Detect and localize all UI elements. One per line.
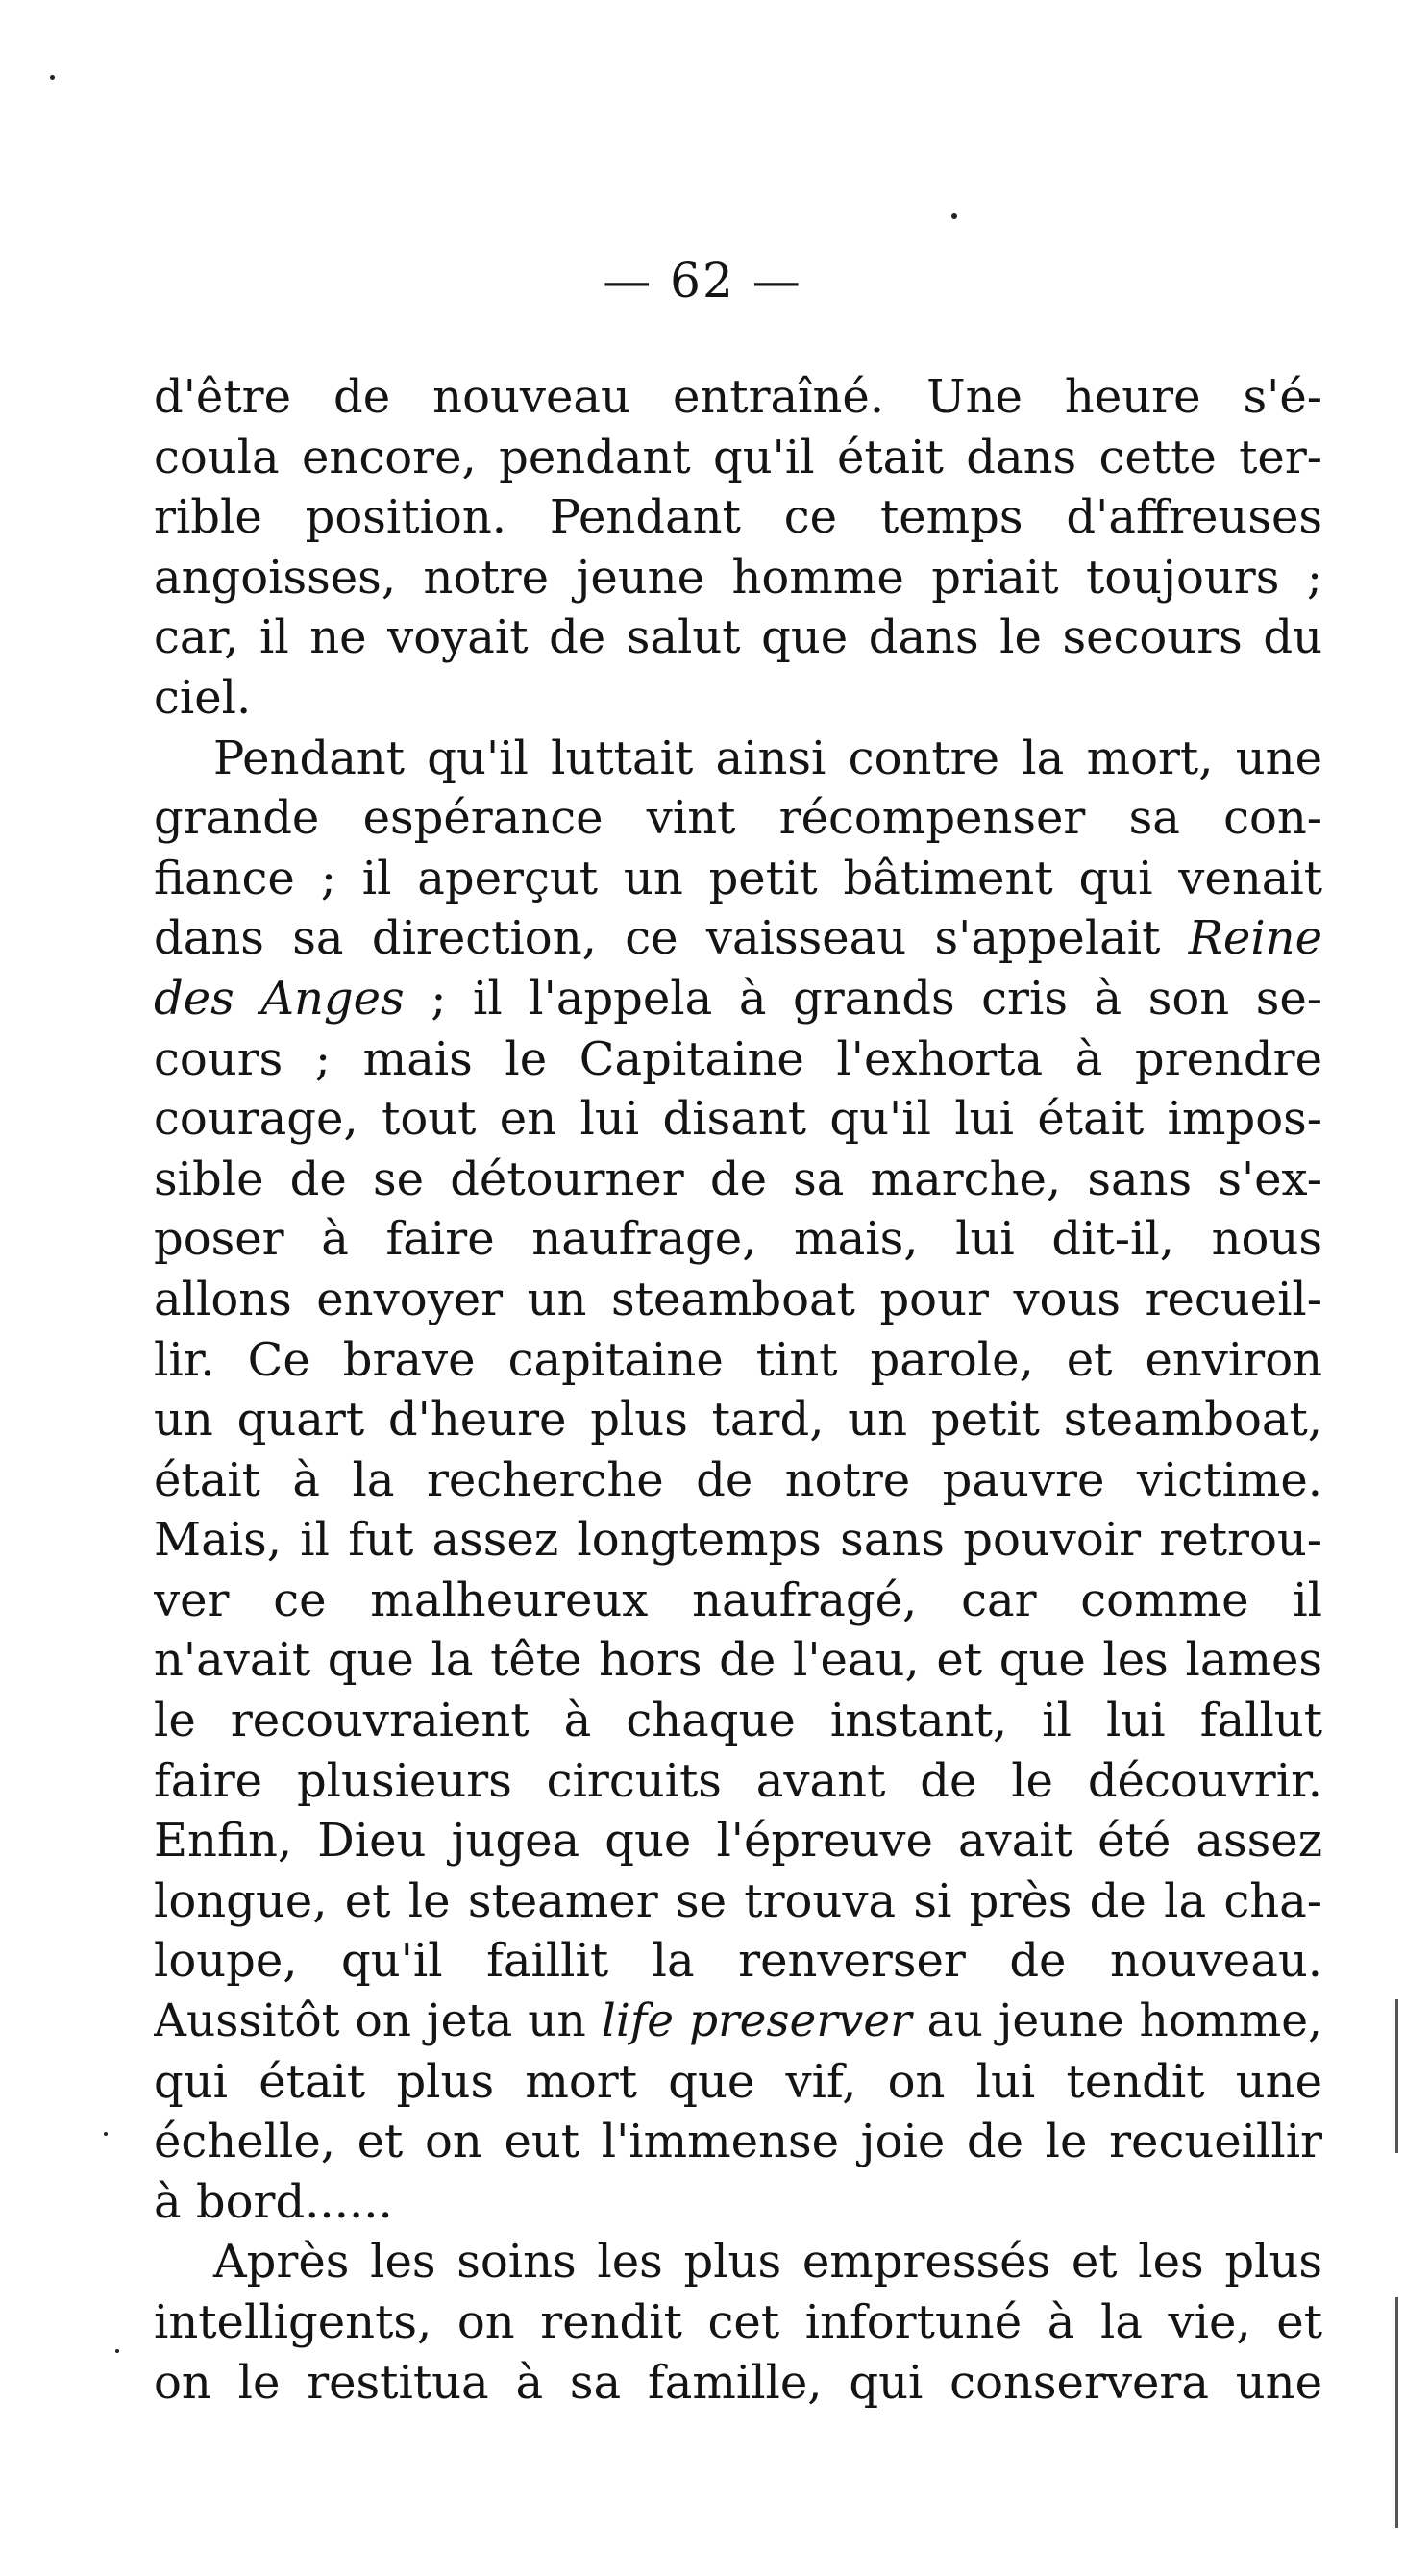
- text-line: des Anges ; il l'appela à grands cris à son se-: [154, 971, 1322, 1026]
- text-line: échelle, et on eut l'immense joie de le recueillir: [154, 2115, 1322, 2169]
- text-line: qui était plus mort que vif, on lui tendit une: [154, 2054, 1322, 2109]
- text-line: Mais, il fut assez longtemps sans pouvoir retrou-: [154, 1513, 1322, 1568]
- text-line: angoisses, notre jeune homme priait toujours ;: [154, 550, 1322, 605]
- speck-mark: [951, 213, 957, 219]
- text-line: Enfin, Dieu jugea que l'épreuve avait été assez: [154, 1814, 1322, 1869]
- text-line: fiance ; il aperçut un petit bâtiment qui venait: [154, 851, 1322, 905]
- margin-mark: [1395, 1999, 1398, 2153]
- text-line: Pendant qu'il luttait ainsi contre la mort, une: [213, 731, 1322, 785]
- text-line: on le restitua à sa famille, qui conservera une: [154, 2355, 1322, 2410]
- body-text: [154, 367, 1322, 2413]
- text-line: n'avait que la tête hors de l'eau, et que les lames: [154, 1633, 1322, 1688]
- text-line: car, il ne voyait de salut que dans le secours du: [154, 610, 1322, 665]
- speck-mark: [104, 2132, 108, 2136]
- text-line: grande espérance vint récompenser sa con-: [154, 791, 1322, 846]
- text-line: rible position. Pendant ce temps d'affreuses: [154, 490, 1322, 545]
- speck-mark: [115, 2349, 119, 2353]
- text-line: sible de se détourner de sa marche, sans s'ex-: [154, 1152, 1322, 1206]
- text-line: Aussitôt on jeta un life preserver au jeune homme,: [154, 1994, 1322, 2048]
- text-line: le recouvraient à chaque instant, il lui fallut: [154, 1694, 1322, 1748]
- text-line: poser à faire naufrage, mais, lui dit-il, nous: [154, 1212, 1322, 1267]
- text-line: coula encore, pendant qu'il était dans cette ter-: [154, 430, 1322, 484]
- text-line: intelligents, on rendit cet infortuné à la vie, et: [154, 2295, 1322, 2349]
- speck-mark: [50, 75, 55, 80]
- text-line: courage, tout en lui disant qu'il lui était impos-: [154, 1092, 1322, 1147]
- text-line: loupe, qu'il faillit la renverser de nouveau.: [154, 1934, 1322, 1989]
- text-line: à bord......: [154, 2174, 393, 2229]
- text-line: lir. Ce brave capitaine tint parole, et environ: [154, 1332, 1322, 1387]
- text-line: était à la recherche de notre pauvre victime.: [154, 1452, 1322, 1507]
- text-line: dans sa direction, ce vaisseau s'appelait Reine: [154, 911, 1322, 966]
- page-number: — 62 —: [603, 253, 802, 309]
- text-line: ciel.: [154, 670, 252, 725]
- text-line: un quart d'heure plus tard, un petit steamboat,: [154, 1393, 1322, 1448]
- margin-mark: [1395, 2297, 1398, 2528]
- text-line: ver ce malheureux naufragé, car comme il: [154, 1573, 1322, 1627]
- text-line: Après les soins les plus empressés et les plus: [213, 2235, 1322, 2290]
- text-line: longue, et le steamer se trouva si près de la cha-: [154, 1873, 1322, 1928]
- text-line: faire plusieurs circuits avant de le découvrir.: [154, 1753, 1322, 1808]
- text-line: cours ; mais le Capitaine l'exhorta à prendre: [154, 1031, 1322, 1086]
- text-line: allons envoyer un steamboat pour vous recueil-: [154, 1272, 1322, 1326]
- text-line: d'être de nouveau entraîné. Une heure s'é-: [154, 370, 1322, 424]
